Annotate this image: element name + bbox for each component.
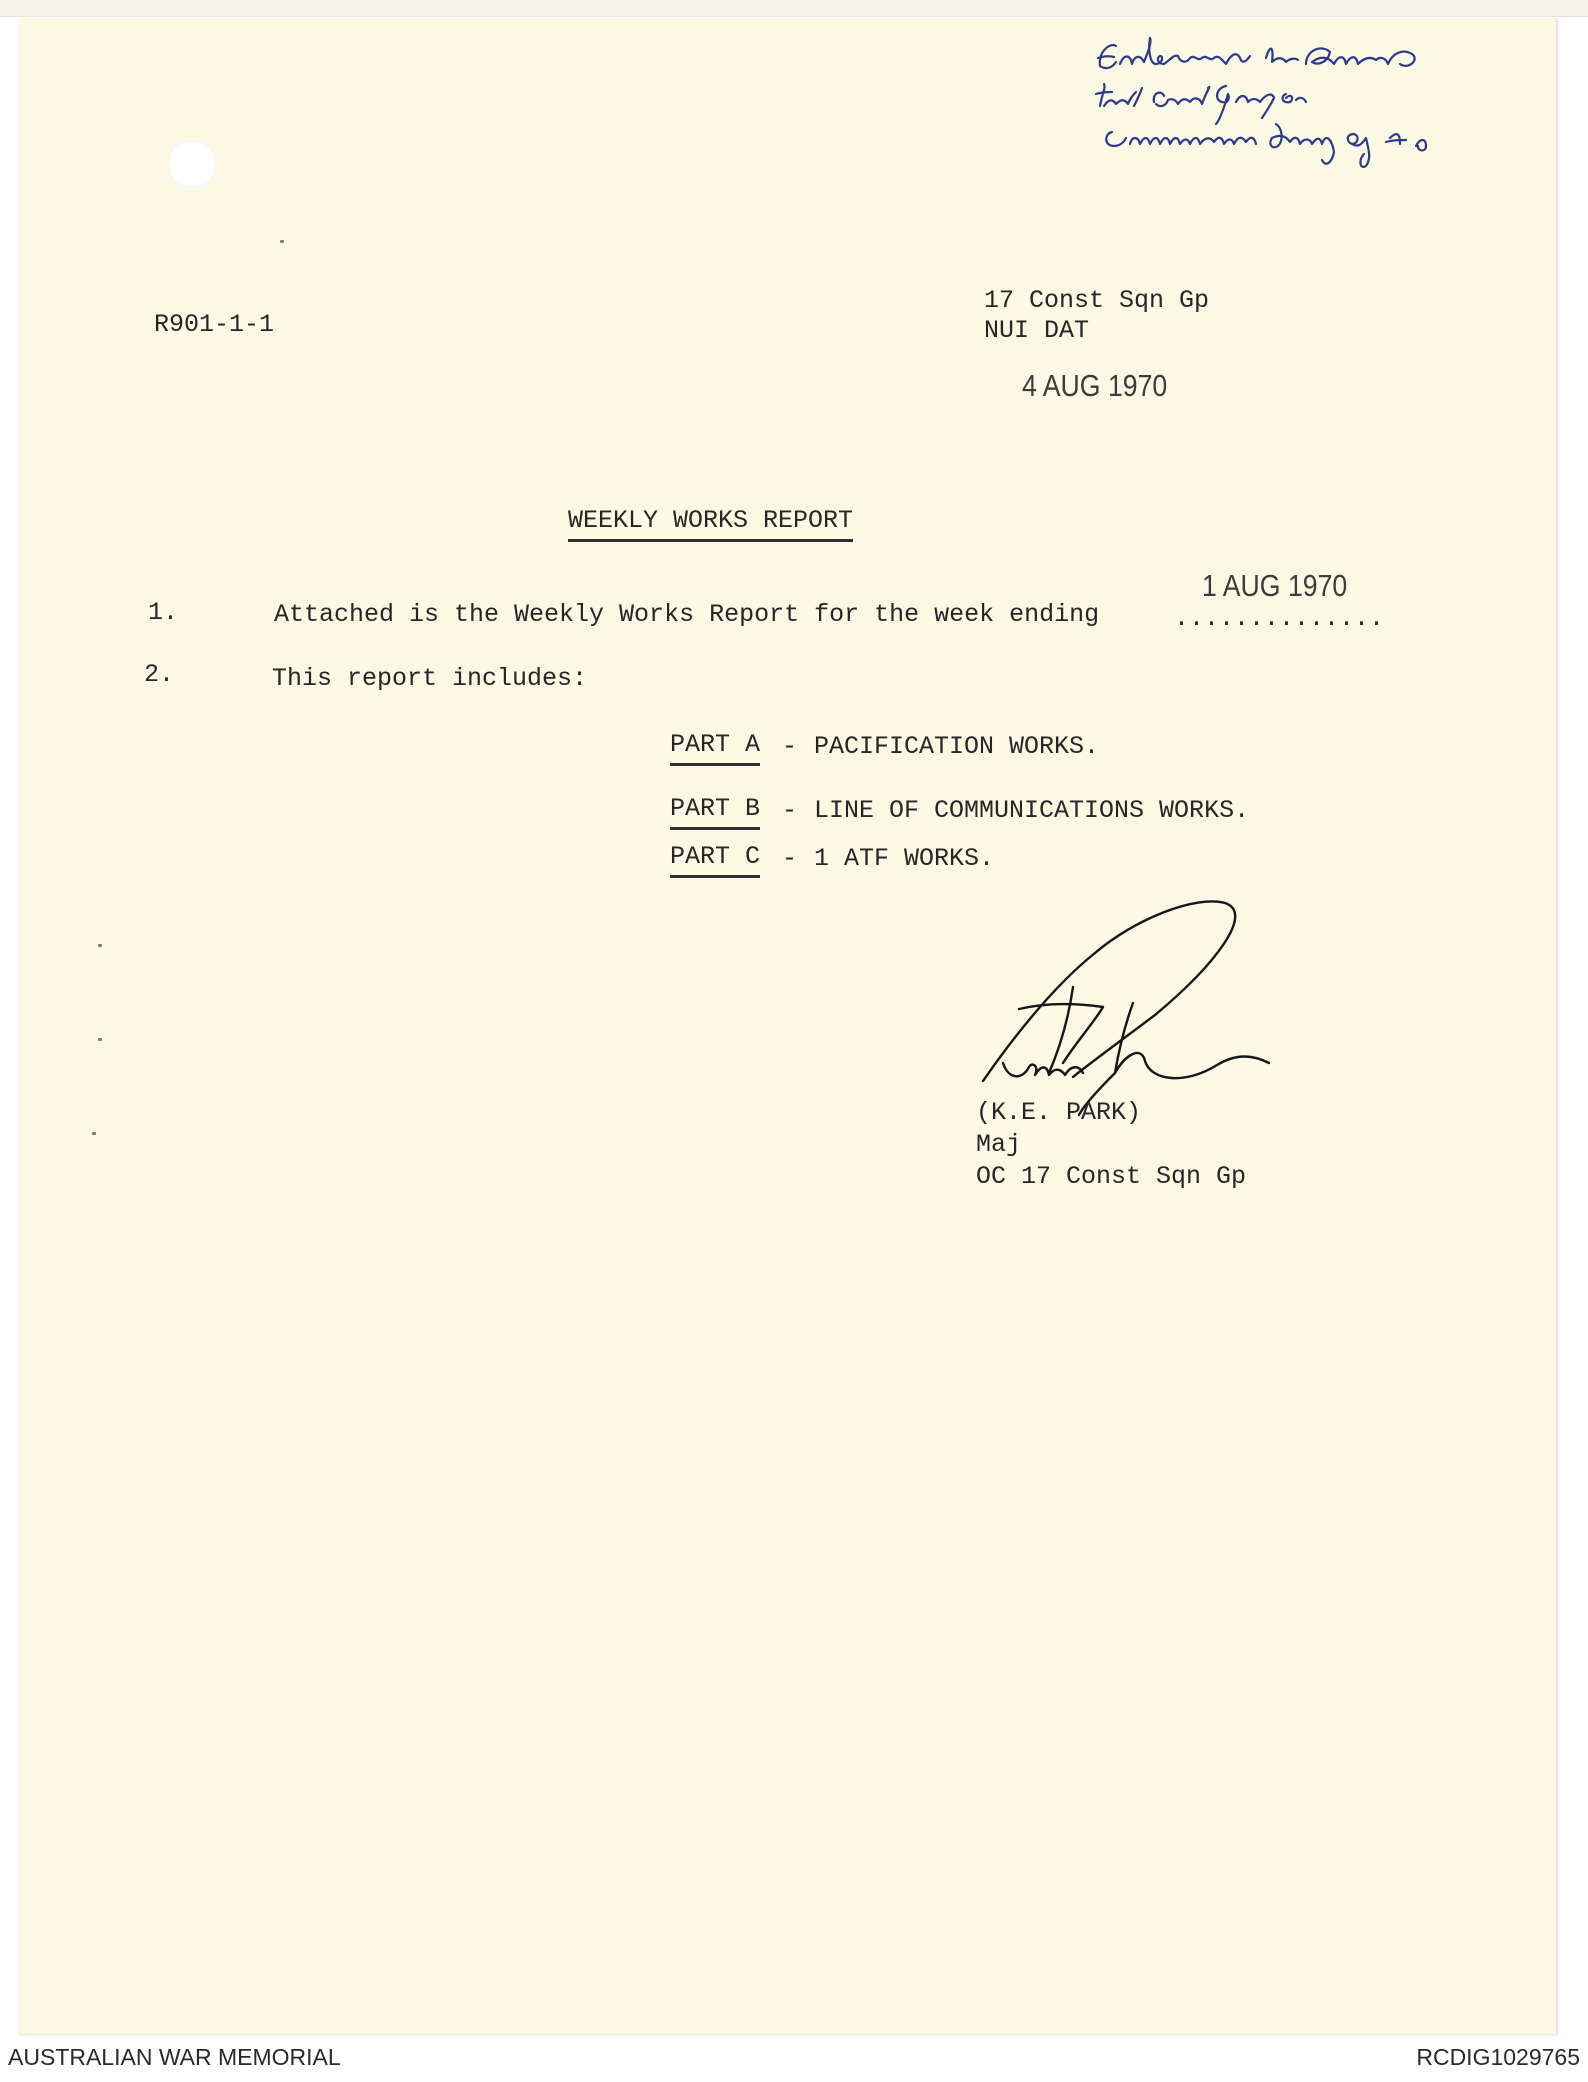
paragraph-text: Attached is the Weekly Works Report for the week ending bbox=[274, 600, 1100, 629]
date-stamp: 4 AUG 1970 bbox=[1022, 368, 1168, 403]
paper-speck bbox=[98, 1038, 102, 1041]
paper-speck bbox=[280, 240, 284, 243]
part-dash: - bbox=[782, 796, 798, 825]
part-description: 1 ATF WORKS. bbox=[814, 844, 995, 873]
paragraph-number: 1. bbox=[148, 598, 179, 627]
part-label: PART C bbox=[670, 844, 760, 878]
part-dash: - bbox=[782, 844, 798, 873]
punch-hole bbox=[168, 140, 216, 188]
signatory-rank: Maj bbox=[976, 1130, 1022, 1159]
part-label: PART B bbox=[670, 796, 760, 830]
file-reference: R901-1-1 bbox=[154, 310, 275, 339]
part-description: PACIFICATION WORKS. bbox=[814, 732, 1100, 761]
dotted-leader: .............. bbox=[1174, 604, 1385, 633]
part-dash: - bbox=[782, 732, 798, 761]
signatory-name: (K.E. PARK) bbox=[976, 1098, 1142, 1127]
paper-speck bbox=[92, 1132, 96, 1135]
signatory-appointment: OC 17 Const Sqn Gp bbox=[976, 1162, 1247, 1191]
part-description: LINE OF COMMUNICATIONS WORKS. bbox=[814, 796, 1250, 825]
paper-speck bbox=[98, 944, 102, 947]
paragraph-number: 2. bbox=[144, 660, 175, 689]
part-label: PART A bbox=[670, 732, 760, 766]
paragraph-text: This report includes: bbox=[272, 664, 588, 693]
scan-edge bbox=[0, 0, 1588, 17]
footer-source: AUSTRALIAN WAR MEMORIAL bbox=[8, 2044, 341, 2070]
unit-location: NUI DAT bbox=[984, 316, 1090, 345]
week-ending-stamp: 1 AUG 1970 bbox=[1202, 568, 1348, 603]
footer-id: RCDIG1029765 bbox=[1416, 2044, 1580, 2070]
report-title: WEEKLY WORKS REPORT bbox=[568, 508, 853, 542]
unit-name: 17 Const Sqn Gp bbox=[984, 286, 1210, 315]
handwritten-note bbox=[1090, 28, 1530, 178]
